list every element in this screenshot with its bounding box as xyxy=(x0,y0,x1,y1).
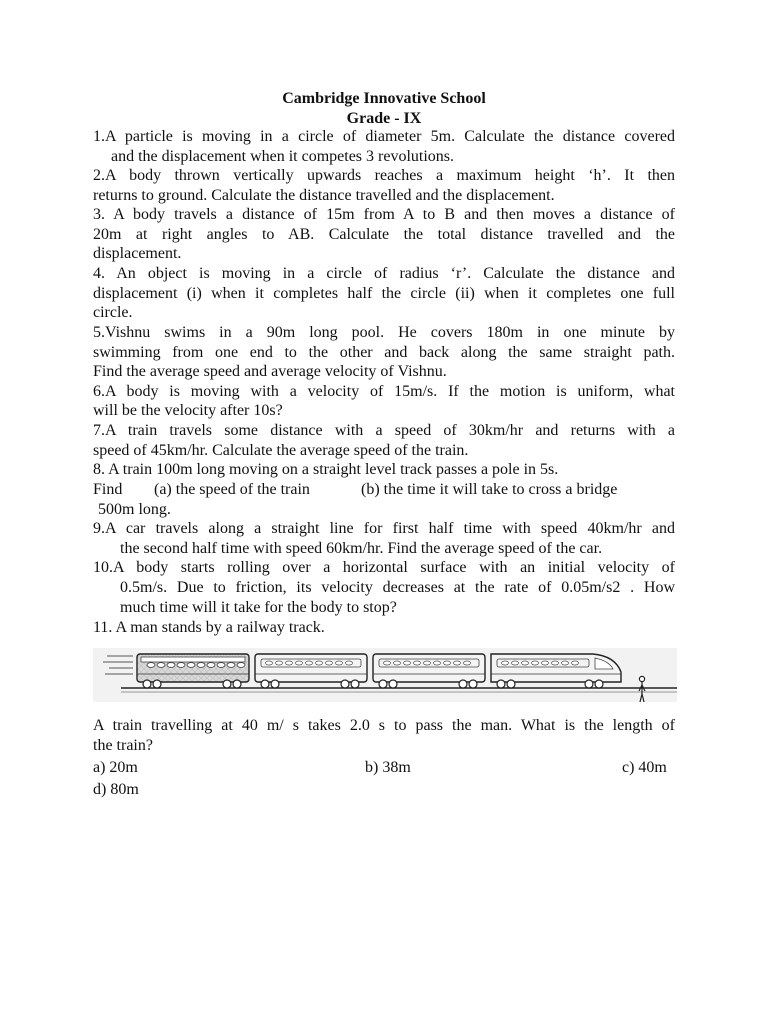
grade-heading: Grade - IX xyxy=(346,110,422,127)
question-3-line-2: 20m at right angles to AB. Calculate the total distance travelled and the xyxy=(93,226,675,243)
question-6-line-1: 6.A body is moving with a velocity of 15m/s. If the motion is uniform, what xyxy=(93,383,675,400)
option-b: b) 38m xyxy=(365,759,411,776)
train-car-3 xyxy=(373,654,485,682)
question-8-line-1: 8. A train 100m long moving on a straight level track passes a pole in 5s. xyxy=(93,461,559,478)
question-5-line-2: swimming from one end to the other and back along the same straight path. xyxy=(93,344,675,361)
question-1-line-2: and the displacement when it competes 3 revolutions. xyxy=(111,148,455,165)
train-car-2 xyxy=(255,654,367,682)
question-9-line-2: the second half time with speed 60km/hr. Find the average speed of the car. xyxy=(120,540,603,557)
question-4-line-1: 4. An object is moving in a circle of radius ‘r’. Calculate the distance and xyxy=(93,265,675,282)
question-9-line-1: 9.A car travels along a straight line for first half time with speed 40km/hr and xyxy=(93,520,675,537)
question-10-line-1: 10.A body starts rolling over a horizontal surface with an initial velocity of xyxy=(93,559,675,576)
school-name: Cambridge Innovative School xyxy=(282,90,486,107)
train-car-4 xyxy=(491,654,621,682)
question-3-line-1: 3. A body travels a distance of 15m from A to B and then moves a distance of xyxy=(93,206,675,223)
question-11-body-line-2: the train? xyxy=(93,737,153,754)
question-10-line-3: much time will it take for the body to stop? xyxy=(120,599,397,616)
train-passing-man-illustration xyxy=(93,642,677,708)
question-5-line-1: 5.Vishnu swims in a 90m long pool. He covers 180m in one minute by xyxy=(93,324,675,341)
question-7-line-2: speed of 45km/hr. Calculate the average speed of the train. xyxy=(93,442,469,459)
train-car-1 xyxy=(137,654,249,682)
question-4-line-3: circle. xyxy=(93,304,133,321)
question-8-line-3: 500m long. xyxy=(98,501,171,518)
question-7-line-1: 7.A train travels some distance with a speed of 30km/hr and returns with a xyxy=(93,422,675,439)
question-2-line-1: 2.A body thrown vertically upwards reaches a maximum height ‘h’. It then xyxy=(93,167,675,184)
question-11-intro: 11. A man stands by a railway track. xyxy=(93,619,325,636)
question-11-body-line-1: A train travelling at 40 m/ s takes 2.0 s to pass the man. What is the length of xyxy=(93,717,675,734)
question-10-line-2: 0.5m/s. Due to friction, its velocity decreases at the rate of 0.05m/s2 . How xyxy=(120,579,675,596)
option-c: c) 40m xyxy=(622,759,667,776)
question-4-line-2: displacement (i) when it completes half the circle (ii) when it completes one full xyxy=(93,285,675,302)
question-2-line-2: returns to ground. Calculate the distance travelled and the displacement. xyxy=(93,187,555,204)
question-8-part-b: (b) the time it will take to cross a bridge xyxy=(361,481,618,498)
question-1-line-1: 1.A particle is moving in a circle of diameter 5m. Calculate the distance covered xyxy=(93,128,675,145)
option-a: a) 20m xyxy=(93,759,138,776)
question-8-find: Find xyxy=(93,481,123,498)
question-6-line-2: will be the velocity after 10s? xyxy=(93,402,283,419)
option-d: d) 80m xyxy=(93,781,139,798)
question-8-part-a: (a) the speed of the train xyxy=(154,481,310,498)
question-3-line-3: displacement. xyxy=(93,245,182,262)
question-5-line-3: Find the average speed and average velocity of Vishnu. xyxy=(93,363,447,380)
